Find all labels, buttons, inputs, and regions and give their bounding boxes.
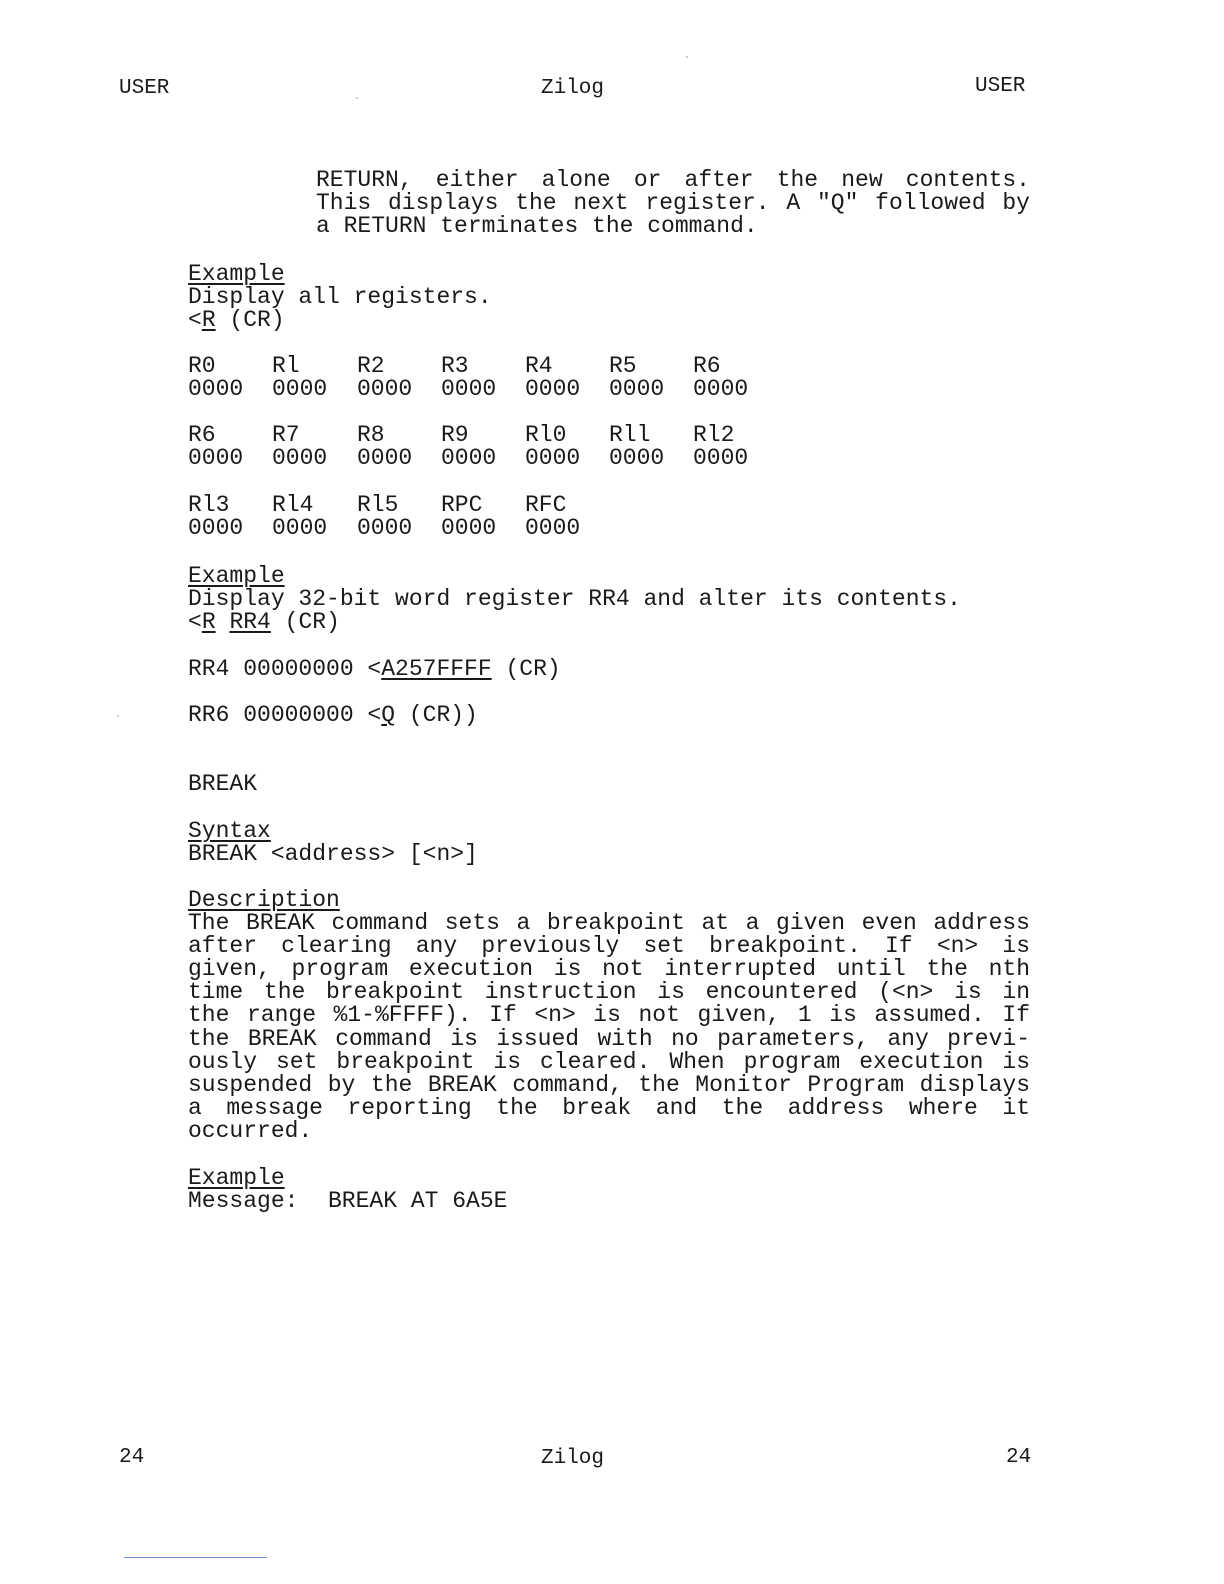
description-line-5: the range %1-%FFFF). If <n> is not given, 1 is assumed. If xyxy=(188,1002,1030,1028)
register-value: 0000 xyxy=(357,376,413,402)
register-name: R3 xyxy=(441,353,469,379)
register-name: R8 xyxy=(357,422,385,448)
description-heading: Description xyxy=(188,887,340,913)
register-value: 0000 xyxy=(693,445,749,471)
register-name: Rl2 xyxy=(693,422,735,448)
description-line-1: The BREAK command sets a breakpoint at a given even address xyxy=(188,910,1030,936)
footer-center: Zilog xyxy=(541,1447,605,1470)
scan-edge-line xyxy=(124,1557,267,1558)
example2-line-rr6: RR6 00000000 <Q (CR)) xyxy=(188,702,478,728)
footer-left: 24 xyxy=(119,1446,145,1469)
register-name: Rl xyxy=(272,353,300,379)
description-line-6: the BREAK command is issued with no parameters, any previ- xyxy=(188,1026,1030,1052)
scan-speck xyxy=(686,56,688,58)
header-right: USER xyxy=(975,75,1026,98)
register-value: 0000 xyxy=(272,376,328,402)
description-line-7: ously set breakpoint is cleared. When program execution is xyxy=(188,1049,1030,1075)
example2-line-rr4: RR4 00000000 <A257FFFF (CR) xyxy=(188,656,561,682)
register-value: 0000 xyxy=(441,515,497,541)
register-name: Rl4 xyxy=(272,492,314,518)
description-line-2: after clearing any previously set breakpoint. If <n> is xyxy=(188,933,1030,959)
intro-line-3: a RETURN terminates the command. xyxy=(316,213,758,239)
register-name: R5 xyxy=(609,353,637,379)
register-value: 0000 xyxy=(188,376,244,402)
description-line-10: occurred. xyxy=(188,1118,313,1144)
register-name: R7 xyxy=(272,422,300,448)
scan-speck xyxy=(117,715,119,717)
register-name: Rl3 xyxy=(188,492,230,518)
register-name: R9 xyxy=(441,422,469,448)
register-value: 0000 xyxy=(272,515,328,541)
register-value: 0000 xyxy=(188,445,244,471)
register-value: 0000 xyxy=(525,445,581,471)
example1-command: <R (CR) xyxy=(188,307,285,333)
footer-right: 24 xyxy=(1006,1446,1032,1469)
register-value: 0000 xyxy=(525,376,581,402)
scan-speck xyxy=(356,97,358,99)
register-name: R0 xyxy=(188,353,216,379)
intro-line-1: RETURN, either alone or after the new contents. xyxy=(316,167,1030,193)
register-name: Rl0 xyxy=(525,422,567,448)
register-name: Rl5 xyxy=(357,492,399,518)
example2-description: Display 32-bit word register RR4 and alter its contents. xyxy=(188,586,961,612)
register-name: RFC xyxy=(525,492,567,518)
register-name: RPC xyxy=(441,492,483,518)
description-line-8: suspended by the BREAK command, the Monitor Program displays xyxy=(188,1072,1030,1098)
break-example-label: Message: xyxy=(188,1188,299,1214)
break-title: BREAK xyxy=(188,771,258,797)
register-value: 0000 xyxy=(609,376,665,402)
register-name: R6 xyxy=(693,353,721,379)
example2-heading: Example xyxy=(188,563,285,589)
description-line-4: time the breakpoint instruction is encountered (<n> is in xyxy=(188,979,1030,1005)
example1-heading: Example xyxy=(188,261,285,287)
register-value: 0000 xyxy=(693,376,749,402)
break-example-heading: Example xyxy=(188,1165,285,1191)
syntax-text: BREAK <address> [<n>] xyxy=(188,841,478,867)
register-value: 0000 xyxy=(441,445,497,471)
register-value: 0000 xyxy=(272,445,328,471)
register-name: R6 xyxy=(188,422,216,448)
register-value: 0000 xyxy=(357,445,413,471)
syntax-heading: Syntax xyxy=(188,818,271,844)
header-center: Zilog xyxy=(541,77,605,100)
register-value: 0000 xyxy=(188,515,244,541)
register-name: Rll xyxy=(609,422,651,448)
example1-description: Display all registers. xyxy=(188,284,492,310)
header-left: USER xyxy=(119,77,170,100)
intro-line-2: This displays the next register. A "Q" followed by xyxy=(316,190,1030,216)
break-example-value: BREAK AT 6A5E xyxy=(328,1188,508,1214)
example2-command: <R RR4 (CR) xyxy=(188,609,340,635)
description-line-3: given, program execution is not interrupted until the nth xyxy=(188,956,1030,982)
description-line-9: a message reporting the break and the address where it xyxy=(188,1095,1030,1121)
register-value: 0000 xyxy=(525,515,581,541)
register-value: 0000 xyxy=(357,515,413,541)
register-name: R2 xyxy=(357,353,385,379)
register-name: R4 xyxy=(525,353,553,379)
register-value: 0000 xyxy=(609,445,665,471)
register-value: 0000 xyxy=(441,376,497,402)
